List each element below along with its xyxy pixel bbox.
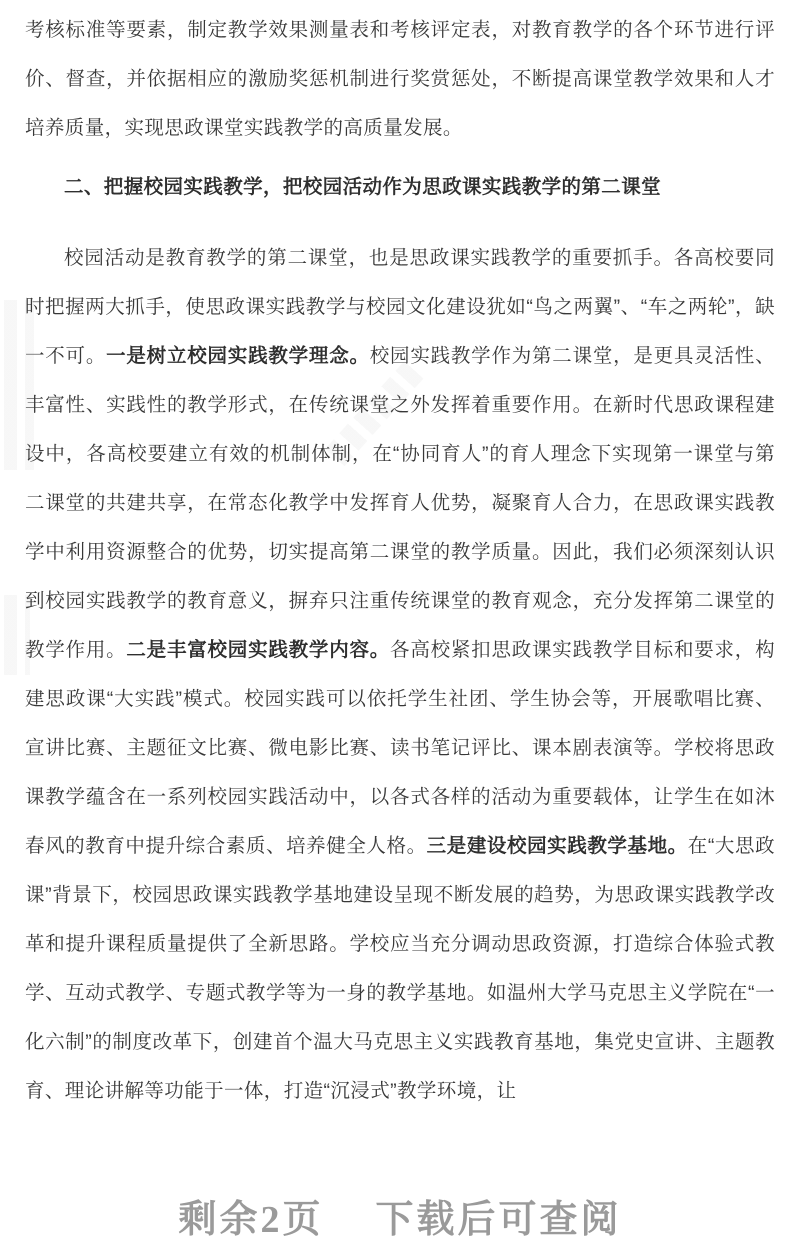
section-heading: 二、把握校园实践教学，把校园活动作为思政课实践教学的第二课堂 [64, 176, 662, 198]
remaining-pages-count: 剩余2页 [178, 1199, 324, 1240]
text-run: 各高校紧扣思政课实践教学目标和要求，构建思政课“大实践”模式。校园实践可以依托学生社团、学生协会等，开展歌唱比赛、宣讲比赛、主题征文比赛、微电影比赛、读书笔记评比、课本剧表演等。学校将思政课教学蕴含在一系列校园实践活动中，以各式各样的活动为重要载体，让学生在如沐春风的教育中提升综合素质、培养健全人格。 [25, 639, 775, 857]
bold-run-point-one: 一是树立校园实践教学理念。 [106, 345, 370, 367]
text-run: 校园实践教学作为第二课堂，是更具灵活性、丰富性、实践性的教学形式，在传统课堂之外发挥着重要作用。在新时代思政课程建设中，各高校要建立有效的机制体制，在“协同育人”的育人理念下实现第一课堂与第二课堂的共建共享，在常态化教学中发挥育人优势，凝聚育人合力，在思政课实践教学中利用资源整合的优势，切实提高第二课堂的教学质量。因此，我们必须深刻认识到校园实践教学的教育意义，摒弃只注重传统课堂的教育观念，充分发挥第二课堂的教学作用。 [25, 345, 775, 661]
download-to-view-hint: 下载后可查阅 [375, 1199, 622, 1240]
paragraph-body [25, 234, 775, 1116]
bold-run-point-three: 三是建设校园实践教学基地。 [426, 835, 688, 857]
bold-run-point-two: 二是丰富校园实践教学内容。 [126, 639, 391, 661]
text-run: 校园活动是教育教学的第二课堂，也是思政课实践教学的重要抓手。各高校要同时把握两大抓手，使思政课实践教学与校园文化建设犹如“鸟之两翼”、“车之两轮”，缺一不可。 [25, 247, 775, 367]
paragraph-continuation: 考核标准等要素，制定教学效果测量表和考核评定表，对教育教学的各个环节进行评价、督查，并依据相应的激励奖惩机制进行奖赏惩处，不断提高课堂教学效果和人才培养质量，实现思政课堂实践教学的高质量发展。 [25, 19, 775, 139]
remaining-pages-notice [25, 1188, 775, 1240]
text-run: 在“大思政课”背景下，校园思政课实践教学基地建设呈现不断发展的趋势，为思政课实践教学改革和提升课程质量提供了全新思路。学校应当充分调动思政资源，打造综合体验式教学、互动式教学、专题式教学等为一身的教学基地。如温州大学马克思主义学院在“一化六制”的制度改革下，创建首个温大马克思主义实践教育基地，集党史宣讲、主题教育、理论讲解等功能于一体，打造“沉浸式”教学环境，让 [25, 835, 775, 1102]
